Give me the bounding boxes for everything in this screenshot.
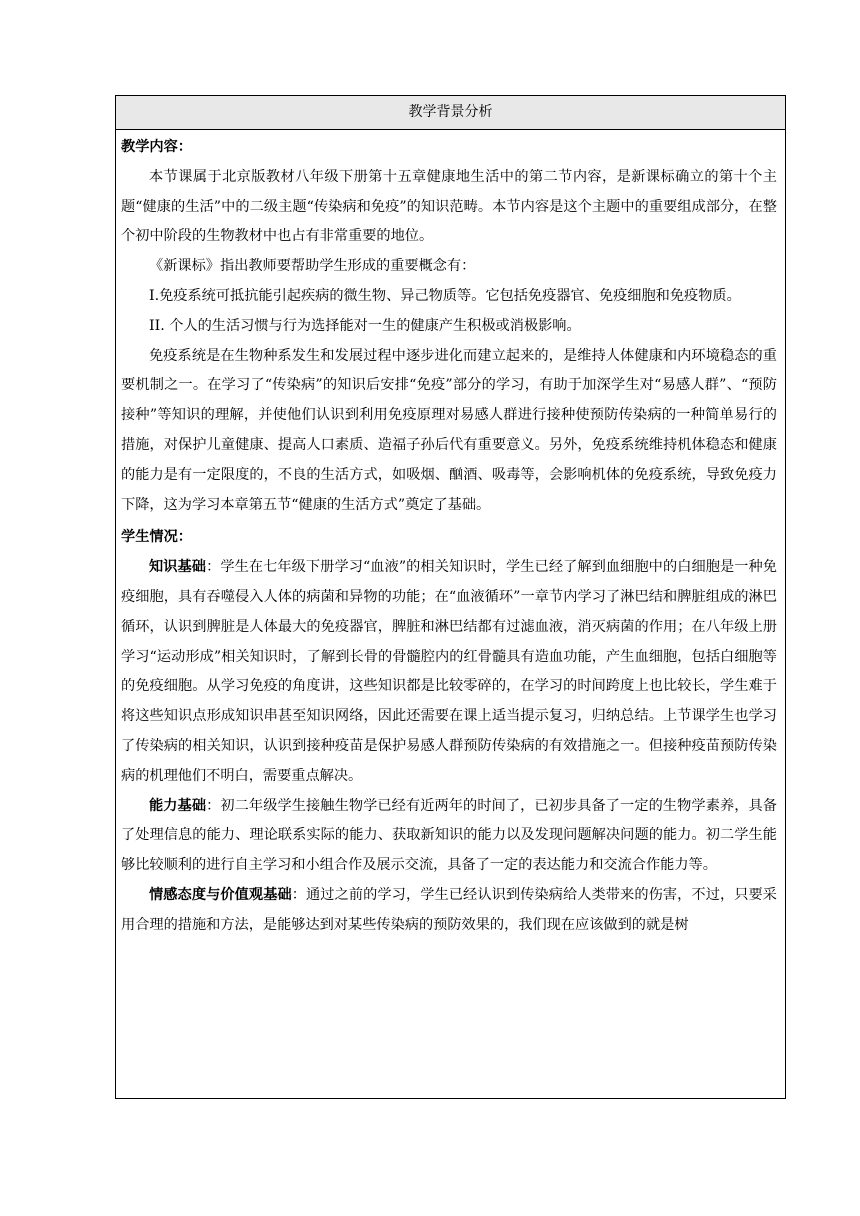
attitude-basis-label: 情感态度与价值观基础 xyxy=(149,886,292,903)
paragraph-concept-2: II. 个人的生活习惯与行为选择能对一生的健康产生积极或消极影响。 xyxy=(149,317,581,334)
paragraph-course-position: 本节课属于北京版教材八年级下册第十五章健康地生活中的第二节内容，是新课标确立的第十个主题“健康的生活”中的二级主题“传染病和免疫”的知识范畴。本节内容是这个主题中的重要组成部分，在整个初中阶段的生物教材中也占有非常重要的地位。 xyxy=(121,168,777,245)
paragraph-knowledge-basis xyxy=(121,553,777,791)
ability-basis-label: 能力基础 xyxy=(149,797,207,814)
section-heading-teaching-content: 教学内容： xyxy=(121,139,192,155)
attitude-basis-text: ：通过之前的学习，学生已经认识到传染病给人类带来的伤害，不过，只要采用合理的措施和方法，是能够达到对某些传染病的预防效果的，我们现在应该做到的就是树 xyxy=(121,886,777,933)
table-header: 教学背景分析 xyxy=(116,96,785,130)
knowledge-basis-text: ：学生在七年级下册学习“血液”的相关知识时，学生已经了解到血细胞中的白细胞是一种免疫细胞，具有吞噬侵入人体的病菌和异物的功能；在“血液循环”一章节内学习了淋巴结和脾脏组成的淋巴循环，认识到脾脏是人体最大的免疫器官，脾脏和淋巴结都有过滤血液，消灭病菌的作用；在八年级上册学习“运动形成”相关知识时，了解到长骨的骨髓腔内的红骨髓具有造血功能，产生血细胞，包括白细胞等的免疫细胞。从学习免疫的角度讲，这些知识都是比较零碎的，在学习的时间跨度上也比较长，学生难于将这些知识点形成知识串甚至知识网络，因此还需要在课上适当提示复习，归纳总结。上节课学生也学习了传染病的相关知识，认识到接种疫苗是保护易感人群预防传染病的有效措施之一。但接种疫苗预防传染病的机理他们不明白，需要重点解决。 xyxy=(121,559,777,784)
paragraph-immune-system: 免疫系统是在生物种系发生和发展过程中逐步进化而建立起来的，是维持人体健康和内环境稳态的重要机制之一。在学习了“传染病”的知识后安排“免疫”部分的学习，有助于加深学生对“易感人群”、“预防接种”等知识的理解，并使他们认识到利用免疫原理对易感人群进行接种使预防传染病的一种简单易行的措施，对保护儿童健康、提高人口素质、造福子孙后代有重要意义。另外，免疫系统维持机体稳态和健康的能力是有一定限度的，不良的生活方式，如吸烟、酗酒、吸毒等，会影响机体的免疫系统，导致免疫力下降，这为学习本章第五节“健康的生活方式”奠定了基础。 xyxy=(121,347,777,513)
section-heading-student-situation: 学生情况： xyxy=(121,529,192,546)
knowledge-basis-label: 知识基础 xyxy=(149,559,207,576)
paragraph-concept-1: I.免疫系统可抵抗能引起疾病的微生物、异己物质等。它包括免疫器官、免疫细胞和免疫物质。 xyxy=(149,287,741,304)
paragraph-ability-basis xyxy=(121,792,777,881)
paragraph-curriculum-intro: 《新课标》指出教师要帮助学生形成的重要概念有： xyxy=(149,258,476,275)
paragraph-attitude-basis xyxy=(121,881,777,941)
ability-basis-text: ：初二年级学生接触生物学已经有近两年的时间了，已初步具备了一定的生物学素养，具备了处理信息的能力、理论联系实际的能力、获取新知识的能力以及发现问题解决问题的能力。初二学生能够比较顺利的进行自主学习和小组合作及展示交流，具备了一定的表达能力和交流合作能力等。 xyxy=(121,797,777,874)
table-body-cell xyxy=(116,133,785,941)
analysis-table xyxy=(115,95,786,1099)
